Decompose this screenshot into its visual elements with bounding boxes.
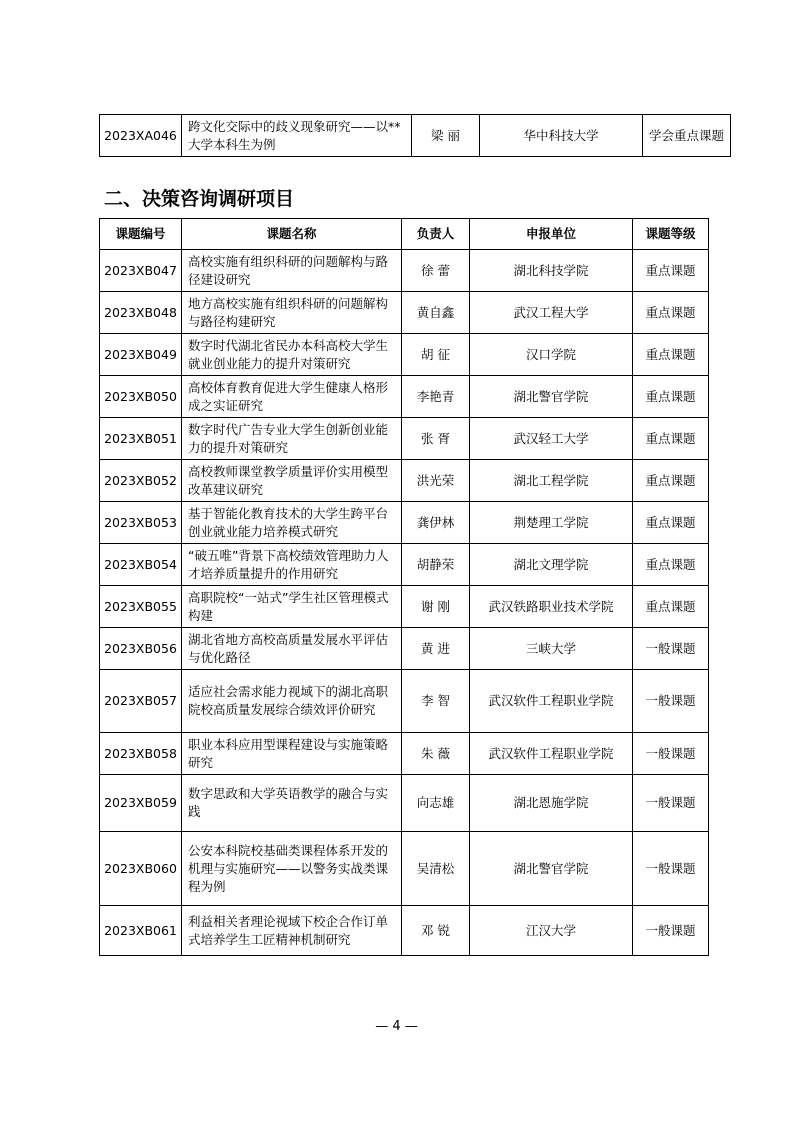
project-level: 重点课题: [633, 544, 709, 586]
project-lead: 向志雄: [402, 775, 470, 832]
table-header-row: [100, 219, 709, 250]
table-row: [100, 733, 709, 775]
project-name: 基于智能化教育技术的大学生跨平台创业就业能力培养模式研究: [182, 502, 402, 544]
table-row: [100, 670, 709, 733]
project-unit: 三峡大学: [470, 628, 633, 670]
project-id: 2023XB054: [100, 544, 182, 586]
header-lead: 负责人: [402, 219, 470, 250]
project-lead: 谢 刚: [402, 586, 470, 628]
project-name: 适应社会需求能力视域下的湖北高职院校高质量发展综合绩效评价研究: [182, 670, 402, 733]
project-unit: 湖北工程学院: [470, 460, 633, 502]
table-row: [100, 418, 709, 460]
table-body: [100, 250, 709, 956]
project-unit: 武汉轻工大学: [470, 418, 633, 460]
project-id: 2023XB055: [100, 586, 182, 628]
project-level: 重点课题: [633, 502, 709, 544]
project-lead: 朱 薇: [402, 733, 470, 775]
project-id: 2023XB047: [100, 250, 182, 292]
project-level: 一般课题: [633, 670, 709, 733]
project-id: 2023XA046: [100, 115, 182, 157]
project-level: 一般课题: [633, 906, 709, 956]
project-name: 数字时代湖北省民办本科高校大学生就业创业能力的提升对策研究: [182, 334, 402, 376]
project-lead: 李艳青: [402, 376, 470, 418]
project-unit: 荆楚理工学院: [470, 502, 633, 544]
project-level: 一般课题: [633, 733, 709, 775]
project-name: 湖北省地方高校高质量发展水平评估与优化路径: [182, 628, 402, 670]
table-row: [100, 115, 731, 157]
project-lead: 黄自鑫: [402, 292, 470, 334]
project-level: 一般课题: [633, 628, 709, 670]
project-level: 重点课题: [633, 334, 709, 376]
project-lead: 张 胥: [402, 418, 470, 460]
project-id: 2023XB052: [100, 460, 182, 502]
header-name: 课题名称: [182, 219, 402, 250]
project-name: 数字思政和大学英语教学的融合与实践: [182, 775, 402, 832]
project-unit: 湖北警官学院: [470, 376, 633, 418]
project-unit: 汉口学院: [470, 334, 633, 376]
project-name: 跨文化交际中的歧义现象研究——以**大学本科生为例: [182, 115, 412, 157]
project-level: 一般课题: [633, 775, 709, 832]
project-lead: 邓 锐: [402, 906, 470, 956]
project-unit: 湖北恩施学院: [470, 775, 633, 832]
project-lead: 李 智: [402, 670, 470, 733]
table-row: [100, 460, 709, 502]
project-name: 高校体育教育促进大学生健康人格形成之实证研究: [182, 376, 402, 418]
project-level: 重点课题: [633, 586, 709, 628]
project-id: 2023XB051: [100, 418, 182, 460]
project-id: 2023XB059: [100, 775, 182, 832]
project-id: 2023XB049: [100, 334, 182, 376]
project-id: 2023XB058: [100, 733, 182, 775]
header-unit: 申报单位: [470, 219, 633, 250]
table-row: [100, 376, 709, 418]
project-id: 2023XB053: [100, 502, 182, 544]
project-name: 高校教师课堂教学质量评价实用模型改革建议研究: [182, 460, 402, 502]
table-row: [100, 334, 709, 376]
table-row: [100, 250, 709, 292]
table-row: [100, 906, 709, 956]
project-name: 地方高校实施有组织科研的问题解构与路径构建研究: [182, 292, 402, 334]
project-id: 2023XB060: [100, 832, 182, 906]
project-name: 高校实施有组织科研的问题解构与路径建设研究: [182, 250, 402, 292]
project-id: 2023XB056: [100, 628, 182, 670]
project-unit: 湖北文理学院: [470, 544, 633, 586]
project-level: 重点课题: [633, 250, 709, 292]
project-name: 数字时代广告专业大学生创新创业能力的提升对策研究: [182, 418, 402, 460]
project-level: 一般课题: [633, 832, 709, 906]
project-lead: 胡静荣: [402, 544, 470, 586]
table-row: [100, 502, 709, 544]
header-level: 课题等级: [633, 219, 709, 250]
project-name: “破五唯”背景下高校绩效管理助力人才培养质量提升的作用研究: [182, 544, 402, 586]
project-name: 公安本科院校基础类课程体系开发的机理与实施研究——以警务实战类课程为例: [182, 832, 402, 906]
project-unit: 江汉大学: [470, 906, 633, 956]
table-row: [100, 628, 709, 670]
project-level: 重点课题: [633, 376, 709, 418]
project-unit: 武汉软件工程职业学院: [470, 670, 633, 733]
project-unit: 湖北科技学院: [470, 250, 633, 292]
table-row: [100, 775, 709, 832]
project-lead: 龚伊林: [402, 502, 470, 544]
project-level: 学会重点课题: [643, 115, 731, 157]
project-level: 重点课题: [633, 292, 709, 334]
section-title: 二、决策咨询调研项目: [104, 188, 295, 210]
project-unit: 武汉软件工程职业学院: [470, 733, 633, 775]
project-level: 重点课题: [633, 418, 709, 460]
project-name: 利益相关者理论视域下校企合作订单式培养学生工匠精神机制研究: [182, 906, 402, 956]
table-row: [100, 292, 709, 334]
project-id: 2023XB050: [100, 376, 182, 418]
table-row: [100, 832, 709, 906]
project-unit: 湖北警官学院: [470, 832, 633, 906]
project-table: [99, 218, 709, 956]
project-lead: 胡 征: [402, 334, 470, 376]
project-lead: 洪光荣: [402, 460, 470, 502]
project-level: 重点课题: [633, 460, 709, 502]
table-row: [100, 586, 709, 628]
table-row: [100, 544, 709, 586]
project-id: 2023XB048: [100, 292, 182, 334]
project-name: 高职院校“一站式”学生社区管理模式构建: [182, 586, 402, 628]
continued-table: [99, 114, 731, 157]
page-number: — 4 —: [375, 1019, 418, 1034]
project-id: 2023XB061: [100, 906, 182, 956]
project-lead: 吴清松: [402, 832, 470, 906]
header-id: 课题编号: [100, 219, 182, 250]
project-lead: 梁 丽: [412, 115, 480, 157]
project-lead: 徐 蕾: [402, 250, 470, 292]
project-unit: 华中科技大学: [480, 115, 643, 157]
project-lead: 黄 进: [402, 628, 470, 670]
project-unit: 武汉铁路职业技术学院: [470, 586, 633, 628]
project-id: 2023XB057: [100, 670, 182, 733]
project-name: 职业本科应用型课程建设与实施策略研究: [182, 733, 402, 775]
project-unit: 武汉工程大学: [470, 292, 633, 334]
